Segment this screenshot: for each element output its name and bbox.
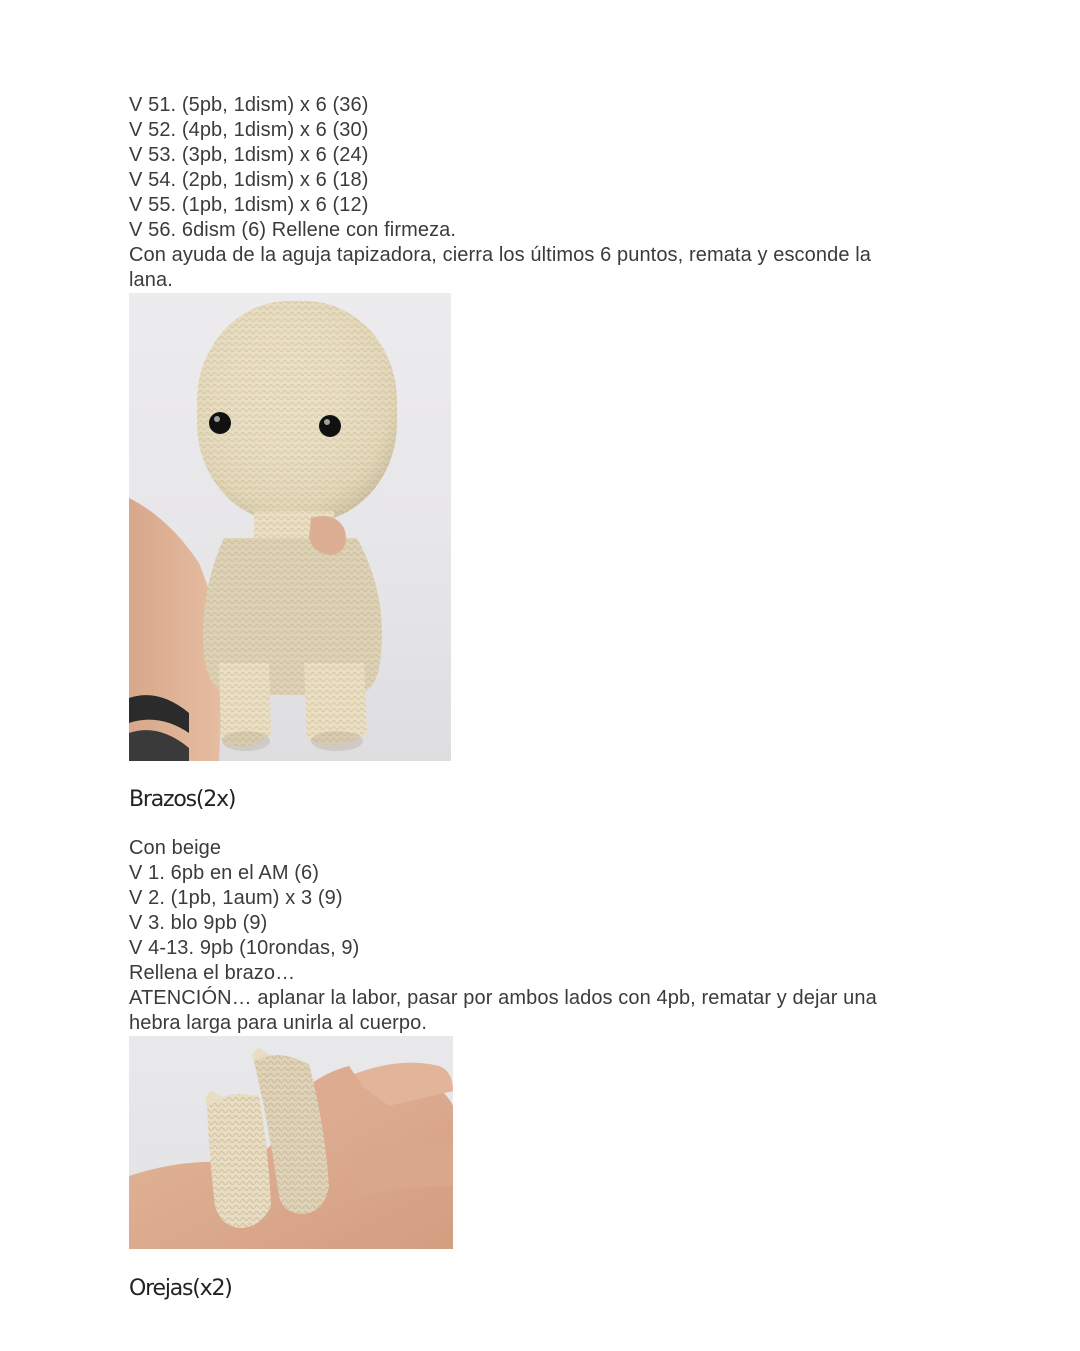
section-heading-arms: Brazos(2x) (129, 787, 236, 812)
arms-photo (129, 1036, 453, 1249)
body-instructions (129, 93, 949, 293)
round-line: V 1. 6pb en el AM (6) (129, 862, 319, 884)
instruction-line: lana. (129, 269, 173, 291)
round-line: V 4-13. 9pb (10rondas, 9) (129, 937, 360, 959)
instruction-line: Con beige (129, 837, 222, 859)
round-line: V 52. (4pb, 1dism) x 6 (30) (129, 119, 369, 141)
round-line: V 53. (3pb, 1dism) x 6 (24) (129, 144, 369, 166)
instruction-line: hebra larga para unirla al cuerpo. (129, 1012, 428, 1034)
section-heading-ears: Orejas(x2) (129, 1276, 232, 1301)
arms-instructions (129, 836, 949, 1036)
round-line: V 3. blo 9pb (9) (129, 912, 268, 934)
round-line: V 55. (1pb, 1dism) x 6 (12) (129, 194, 369, 216)
round-line: V 56. 6dism (6) Rellene con firmeza. (129, 219, 457, 241)
round-line: V 54. (2pb, 1dism) x 6 (18) (129, 169, 369, 191)
document-page (129, 93, 949, 1303)
instruction-line: Con ayuda de la aguja tapizadora, cierra los últimos 6 puntos, remata y esconde la (129, 244, 871, 266)
round-line: V 2. (1pb, 1aum) x 3 (9) (129, 887, 343, 909)
instruction-line: ATENCIÓN… aplanar la labor, pasar por ambos lados con 4pb, rematar y dejar una (129, 987, 877, 1009)
doll-photo (129, 293, 451, 761)
instruction-line: Rellena el brazo… (129, 962, 296, 984)
round-line: V 51. (5pb, 1dism) x 6 (36) (129, 94, 369, 116)
